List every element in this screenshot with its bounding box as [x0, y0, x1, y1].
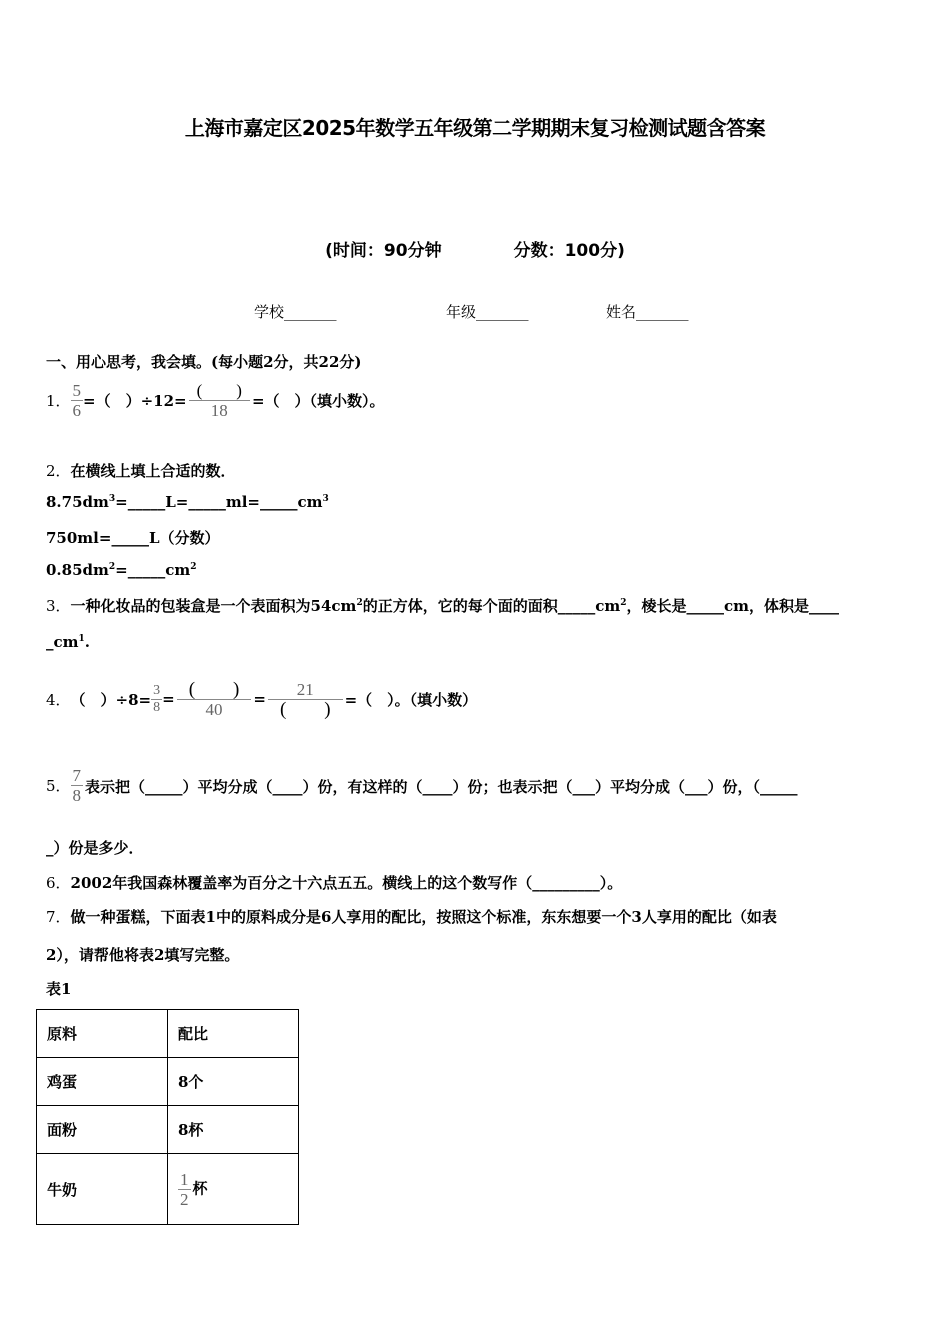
table-cell: 8杯: [168, 1106, 299, 1154]
section-heading: 一、用心思考，我会填。(每小题2分，共22分): [46, 353, 362, 371]
question-number: 3．: [46, 597, 71, 615]
fraction: 21 ( ): [268, 680, 343, 719]
question-1: [46, 374, 385, 426]
fraction: 5 6: [72, 380, 82, 420]
ingredient-table: [36, 1009, 299, 1225]
table-header-cell: 配比: [168, 1010, 299, 1058]
table-label: 表1: [46, 980, 72, 998]
page-title: 上海市嘉定区2025年数学五年级第二学期期末复习检测试题含答案: [184, 116, 766, 140]
q2-line-2: 750ml=_____L（分数）: [46, 529, 220, 547]
question-2: [46, 460, 236, 481]
question-text: 做一种蛋糕，下面表1中的原料成分是6人享用的配比，按照这个标准，东东想要一个3人享用的配比（如表: [70, 908, 777, 926]
question-3-cont: $\_cm^1$.: [46, 633, 91, 651]
table-cell: 面粉: [37, 1106, 168, 1154]
fraction: ( ) 18: [189, 381, 250, 420]
table-cell: 8个: [168, 1058, 299, 1106]
grade-field: 年级_______: [446, 303, 529, 321]
question-text: 2002年我国森林覆盖率为百分之十六点五五。横线上的这个数写作（_________）。: [70, 874, 623, 892]
exam-time-score: [0, 236, 950, 261]
table-header-row: [37, 1010, 299, 1058]
question-text: 在横线上填上合适的数．: [70, 462, 236, 480]
question-text: =（ ）÷12=: [83, 391, 187, 410]
fraction: 7 8: [72, 765, 82, 805]
table-cell: $\frac{1}{2}$ 杯: [168, 1154, 299, 1225]
question-number: 5．: [46, 776, 71, 795]
question-text: =（ ）。（填小数）: [344, 690, 478, 709]
table-row: [37, 1106, 299, 1154]
question-text: 表示把（_____）平均分成（____）份，有这样的（____）份；也表示把（___）平均分成（___）份，（_____: [85, 777, 798, 796]
fraction: 3 8: [153, 682, 161, 715]
fraction: $\frac{1}{2}$: [180, 1169, 189, 1209]
name-field: 姓名_______: [606, 303, 689, 321]
question-number: 2．: [46, 462, 71, 480]
question-4: 4． （ ）÷8= 3 8 = ( ) 40 = 21 ( ) =（ ）。（填小数）: [46, 678, 478, 720]
question-number: 1．: [46, 391, 71, 410]
score-label: 分数：100分): [513, 241, 625, 261]
fraction: ( ) 40: [177, 680, 252, 719]
table-header-cell: 原料: [37, 1010, 168, 1058]
table-cell: 鸡蛋: [37, 1058, 168, 1106]
question-text: =（ ）（填小数）。: [251, 391, 385, 410]
question-6: [46, 872, 622, 893]
school-field: 学校_______: [254, 303, 337, 321]
table-cell: 牛奶: [37, 1154, 168, 1225]
question-3: 3．一种化妆品的包装盒是一个表面积为$54cm^2$的正方体，它的每个面的面积$\_\_\_\_\_cm^2$，棱长是_____cm，体积是____: [46, 597, 839, 615]
question-number: 4．: [46, 690, 71, 709]
time-label: (时间：90分钟: [325, 241, 442, 261]
q2-line-1: $8.75dm^3=\_\_\_\_\_L=\_\_\_\_\_ml=\_\_\_\_\_cm^3$: [46, 493, 329, 511]
question-text: （ ）÷8=: [70, 690, 152, 709]
question-5-cont: _）份是多少．: [46, 839, 144, 857]
table-row: [37, 1058, 299, 1106]
question-number: 6．: [46, 874, 71, 892]
question-5: [46, 748, 798, 822]
table-row: [37, 1154, 299, 1225]
question-number: 7．: [46, 908, 71, 926]
q2-line-3: $0.85dm^2=\_\_\_\_\_cm^2$: [46, 561, 197, 579]
question-7: [46, 906, 777, 927]
question-7-cont: 2），请帮他将表2填写完整。: [46, 946, 240, 964]
